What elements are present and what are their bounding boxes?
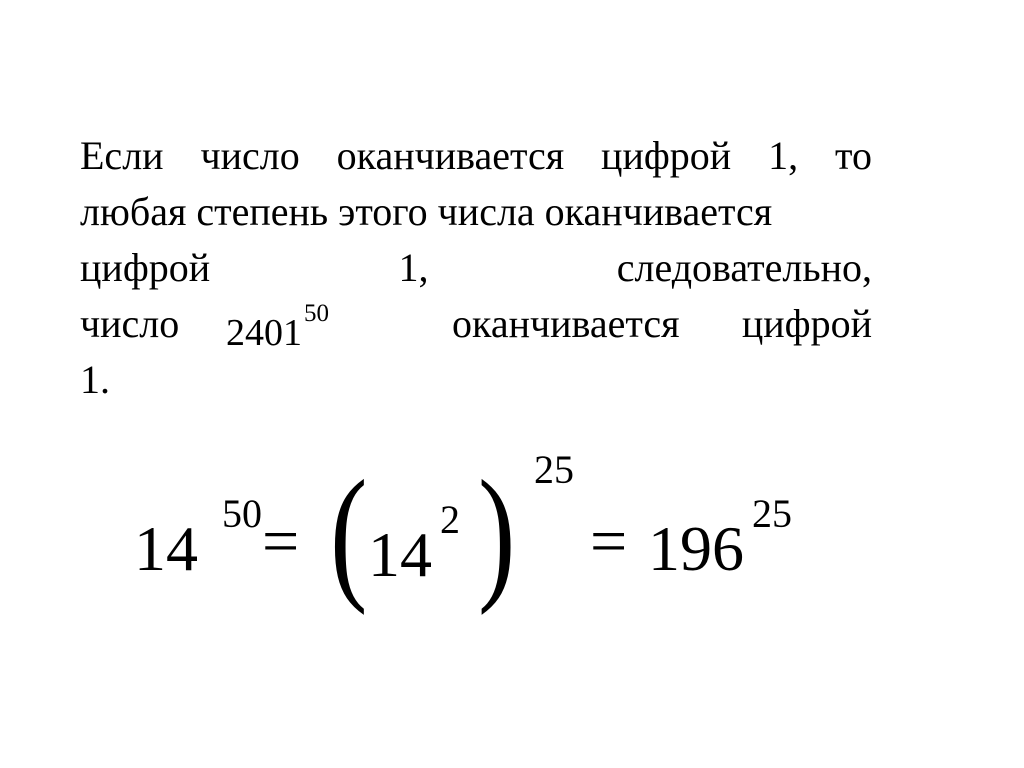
formula-exponent: 50 xyxy=(304,300,329,327)
paragraph-line-5: 1. xyxy=(80,357,110,402)
line-4-rest xyxy=(452,296,872,352)
word: 1, xyxy=(768,133,799,178)
formula-inner-base-14: 14 xyxy=(368,519,432,590)
word: число xyxy=(200,133,300,178)
formula-exponent-25: 25 xyxy=(752,491,792,536)
inline-power-formula xyxy=(226,300,452,366)
paragraph-line-4 xyxy=(80,296,872,352)
paragraph-line-1 xyxy=(80,128,872,184)
paragraph-line-2: любая степень этого числа оканчивается xyxy=(80,189,773,234)
word: Если xyxy=(80,133,164,178)
formula-exponent-50: 50 xyxy=(222,491,262,536)
formula-outer-exponent-25: 25 xyxy=(534,447,574,492)
word: 1, xyxy=(398,245,429,290)
equals-sign: = xyxy=(262,505,300,578)
word: оканчивается xyxy=(336,133,565,178)
formula-base: 2401 xyxy=(226,312,302,354)
formula-base-196: 196 xyxy=(648,513,744,584)
word: цифрой xyxy=(80,245,211,290)
word: число xyxy=(80,301,180,346)
word: оканчивается xyxy=(452,301,680,346)
word: то xyxy=(834,133,872,178)
word: цифрой xyxy=(741,301,872,346)
right-parenthesis: ) xyxy=(478,450,516,616)
power-identity-formula xyxy=(134,440,894,650)
formula-inner-exponent-2: 2 xyxy=(440,497,460,542)
paragraph-line-3 xyxy=(80,240,872,296)
word: следовательно, xyxy=(616,245,872,290)
formula-base-14: 14 xyxy=(134,513,198,584)
left-parenthesis: ( xyxy=(330,450,368,616)
equals-sign: = xyxy=(590,505,628,578)
word: цифрой xyxy=(601,133,732,178)
statement-paragraph xyxy=(80,128,872,408)
